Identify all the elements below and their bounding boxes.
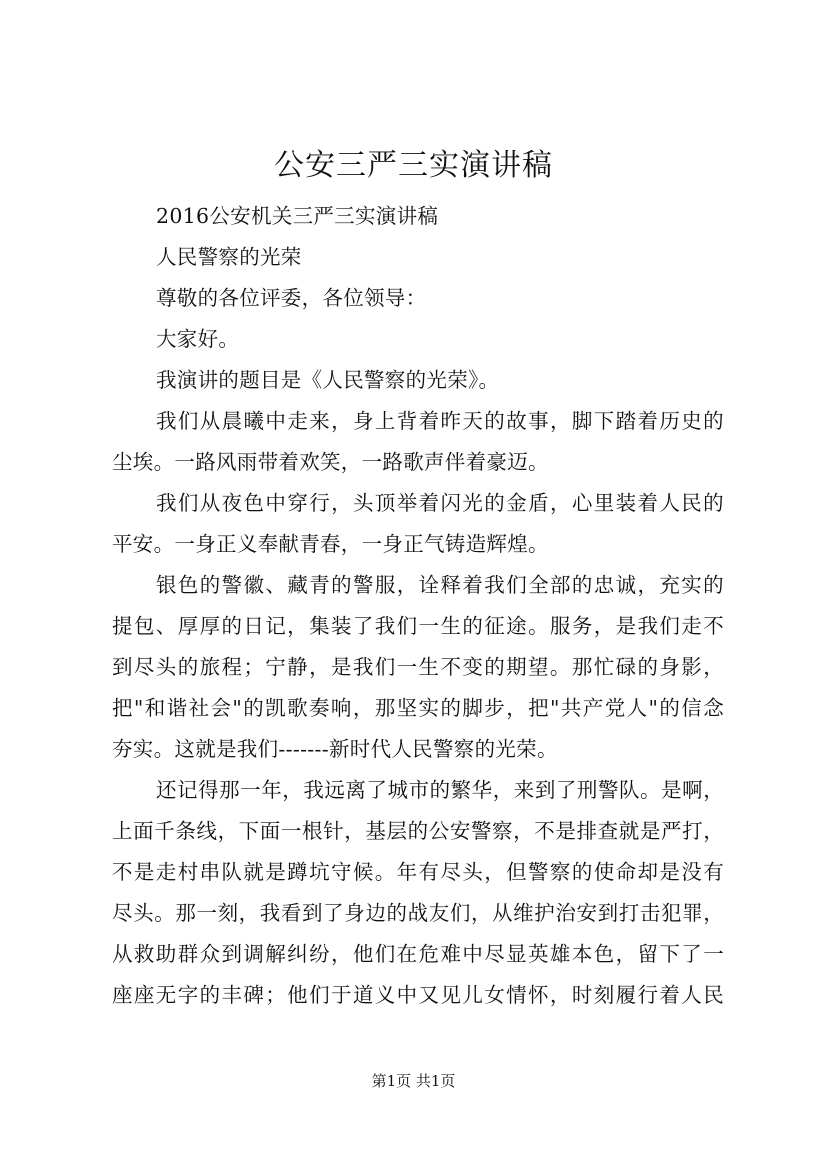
paragraph-line: 我们从夜色中穿行，头顶举着闪光的金盾，心里装着人民的: [156, 491, 724, 515]
greeting-line: 大家好。: [156, 327, 240, 351]
document-body: [112, 196, 724, 1016]
salutation-line: 尊敬的各位评委，各位领导：: [156, 286, 427, 310]
paragraph-line: 夯实。这就是我们-------新时代人民警察的光荣。: [112, 737, 558, 761]
paragraph-line: 不是走村串队就是蹲坑守候。年有尽头，但警察的使命却是没有: [112, 860, 724, 884]
page-footer: [0, 1071, 827, 1091]
page-number-label: 第1页 共1页: [371, 1072, 456, 1090]
paragraph-line: 平安。一身正义奉献青春，一身正气铸造辉煌。: [112, 532, 549, 556]
subtitle-line: 2016公安机关三严三实演讲稿: [156, 204, 439, 228]
topic-line: 我演讲的题目是《人民警察的光荣》。: [156, 368, 500, 392]
document-title: 公安三严三实演讲稿: [274, 148, 553, 183]
paragraph-line: 尽头。那一刻，我看到了身边的战友们，从维护治安到打击犯罪，: [112, 901, 724, 925]
paragraph-line: 上面千条线，下面一根针，基层的公安警察，不是排查就是严打，: [112, 819, 724, 843]
paragraph-line: 尘埃。一路风雨带着欢笑，一路歌声伴着豪迈。: [112, 450, 549, 474]
paragraph-line: 还记得那一年，我远离了城市的繁华，来到了刑警队。是啊，: [156, 778, 724, 802]
paragraph-line: 把"和谐社会"的凯歌奏响，那坚实的脚步，把"共产党人"的信念: [112, 696, 724, 720]
paragraph-line: 到尽头的旅程；宁静，是我们一生不变的期望。那忙碌的身影，: [112, 655, 724, 679]
speech-title-line: 人民警察的光荣: [156, 245, 302, 269]
paragraph-line: 我们从晨曦中走来，身上背着昨天的故事，脚下踏着历史的: [156, 409, 724, 433]
paragraph-line: 从救助群众到调解纠纷，他们在危难中尽显英雄本色，留下了一: [112, 942, 724, 966]
paragraph-line: 座座无字的丰碑；他们于道义中又见儿女情怀，时刻履行着人民: [112, 983, 724, 1007]
paragraph-line: 银色的警徽、藏青的警服，诠释着我们全部的忠诚，充实的: [156, 573, 724, 597]
paragraph-line: 提包、厚厚的日记，集装了我们一生的征途。服务，是我们走不: [112, 614, 724, 638]
